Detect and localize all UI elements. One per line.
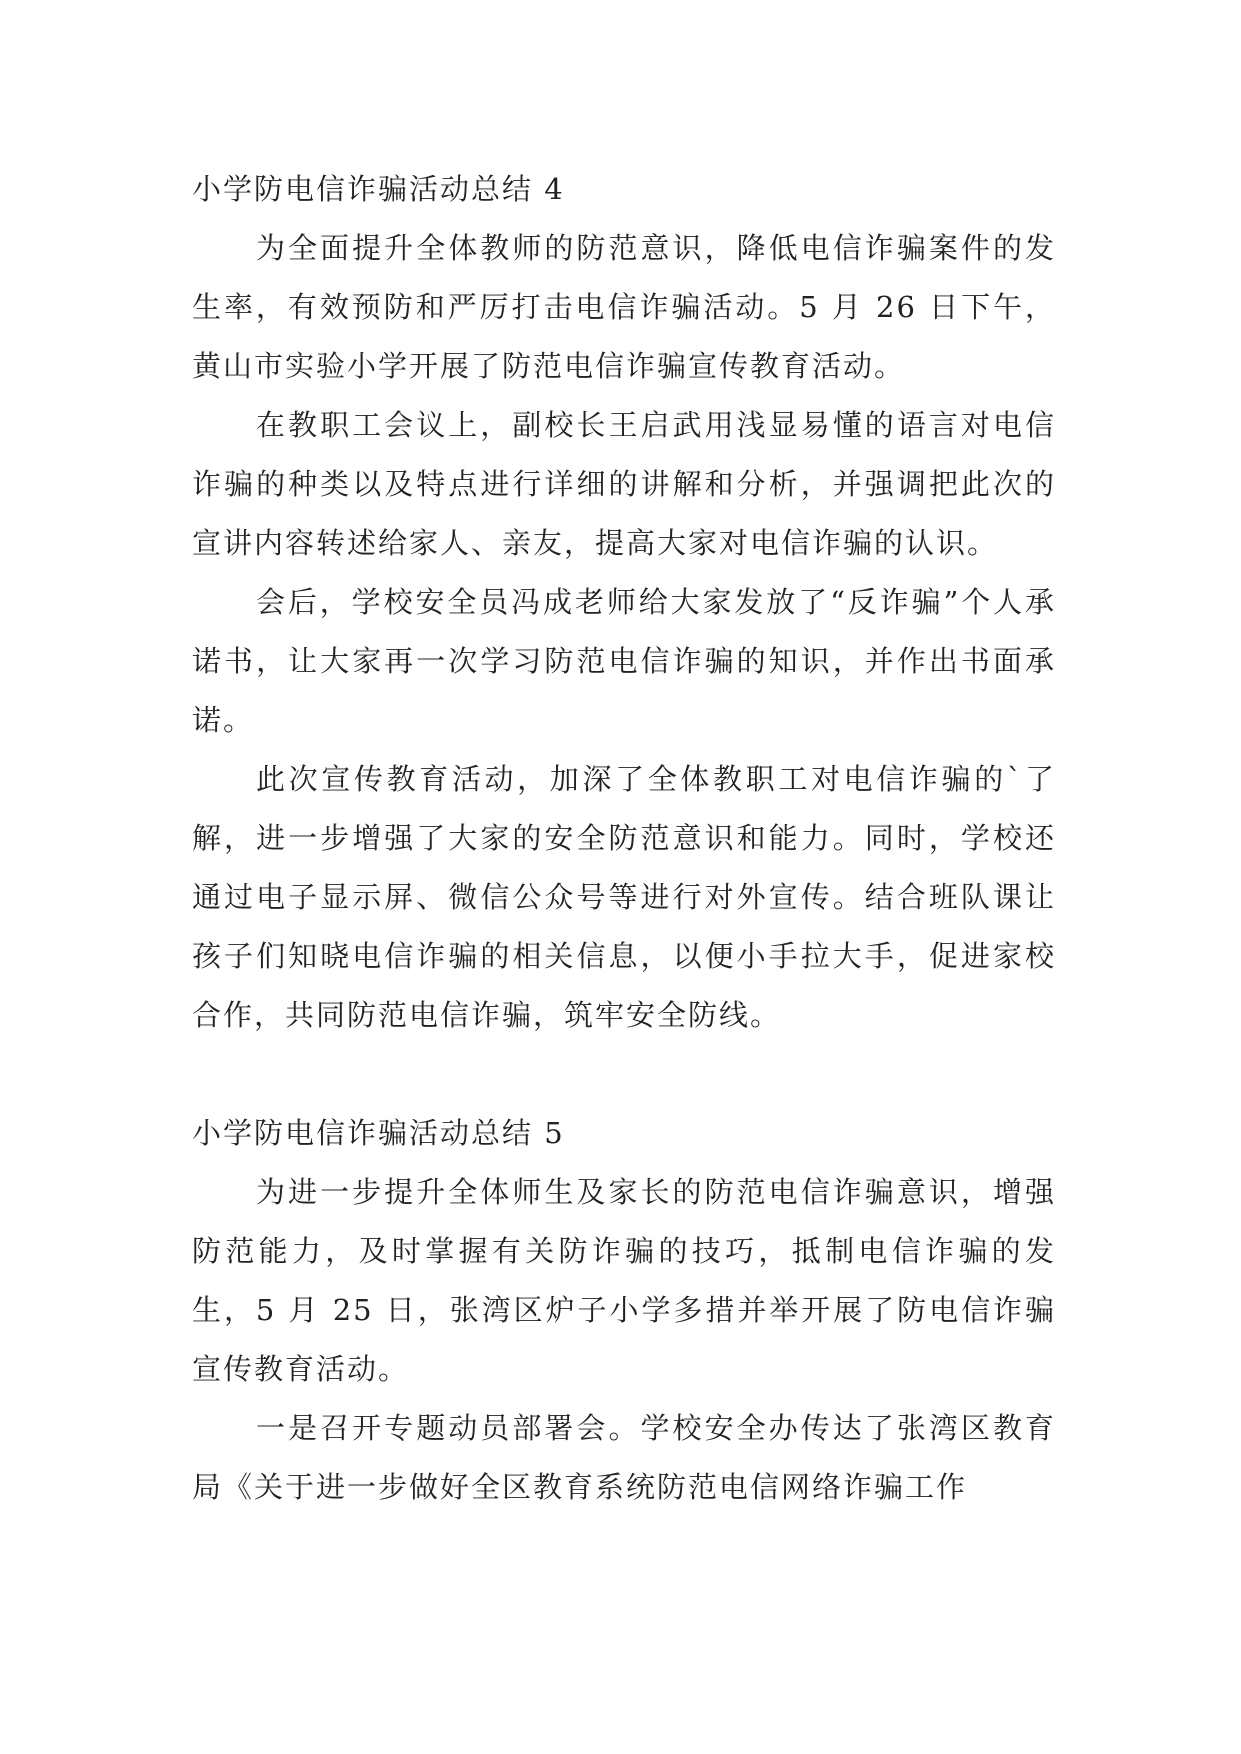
section-heading-5: 小学防电信诈骗活动总结 5: [192, 1116, 565, 1150]
document-body: [192, 160, 1056, 1517]
paragraph: 为全面提升全体教师的防范意识，降低电信诈骗案件的发生率，有效预防和严厉打击电信诈骗活动。5 月 26 日下午，黄山市实验小学开展了防范电信诈骗宣传教育活动。: [192, 231, 1056, 383]
section-spacer: [192, 1045, 1056, 1104]
paragraph: 为进一步提升全体师生及家长的防范电信诈骗意识，增强防范能力，及时掌握有关防诈骗的技巧，抵制电信诈骗的发生，5 月 25 日，张湾区炉子小学多措并举开展了防电信诈骗宣传教育活动。: [192, 1175, 1056, 1386]
paragraph: 一是召开专题动员部署会。学校安全办传达了张湾区教育局《关于进一步做好全区教育系统防范电信网络诈骗工作: [192, 1411, 1056, 1504]
paragraph: 会后，学校安全员冯成老师给大家发放了“反诈骗”个人承诺书，让大家再一次学习防范电信诈骗的知识，并作出书面承诺。: [192, 585, 1056, 737]
section-heading-4: 小学防电信诈骗活动总结 4: [192, 172, 565, 206]
paragraph: 在教职工会议上，副校长王启武用浅显易懂的语言对电信诈骗的种类以及特点进行详细的讲解和分析，并强调把此次的宣讲内容转述给家人、亲友，提高大家对电信诈骗的认识。: [192, 408, 1056, 560]
paragraph: 此次宣传教育活动，加深了全体教职工对电信诈骗的`了解，进一步增强了大家的安全防范意识和能力。同时，学校还通过电子显示屏、微信公众号等进行对外宣传。结合班队课让孩子们知晓电信诈骗的相关信息，以便小手拉大手，促进家校合作，共同防范电信诈骗，筑牢安全防线。: [192, 762, 1056, 1032]
